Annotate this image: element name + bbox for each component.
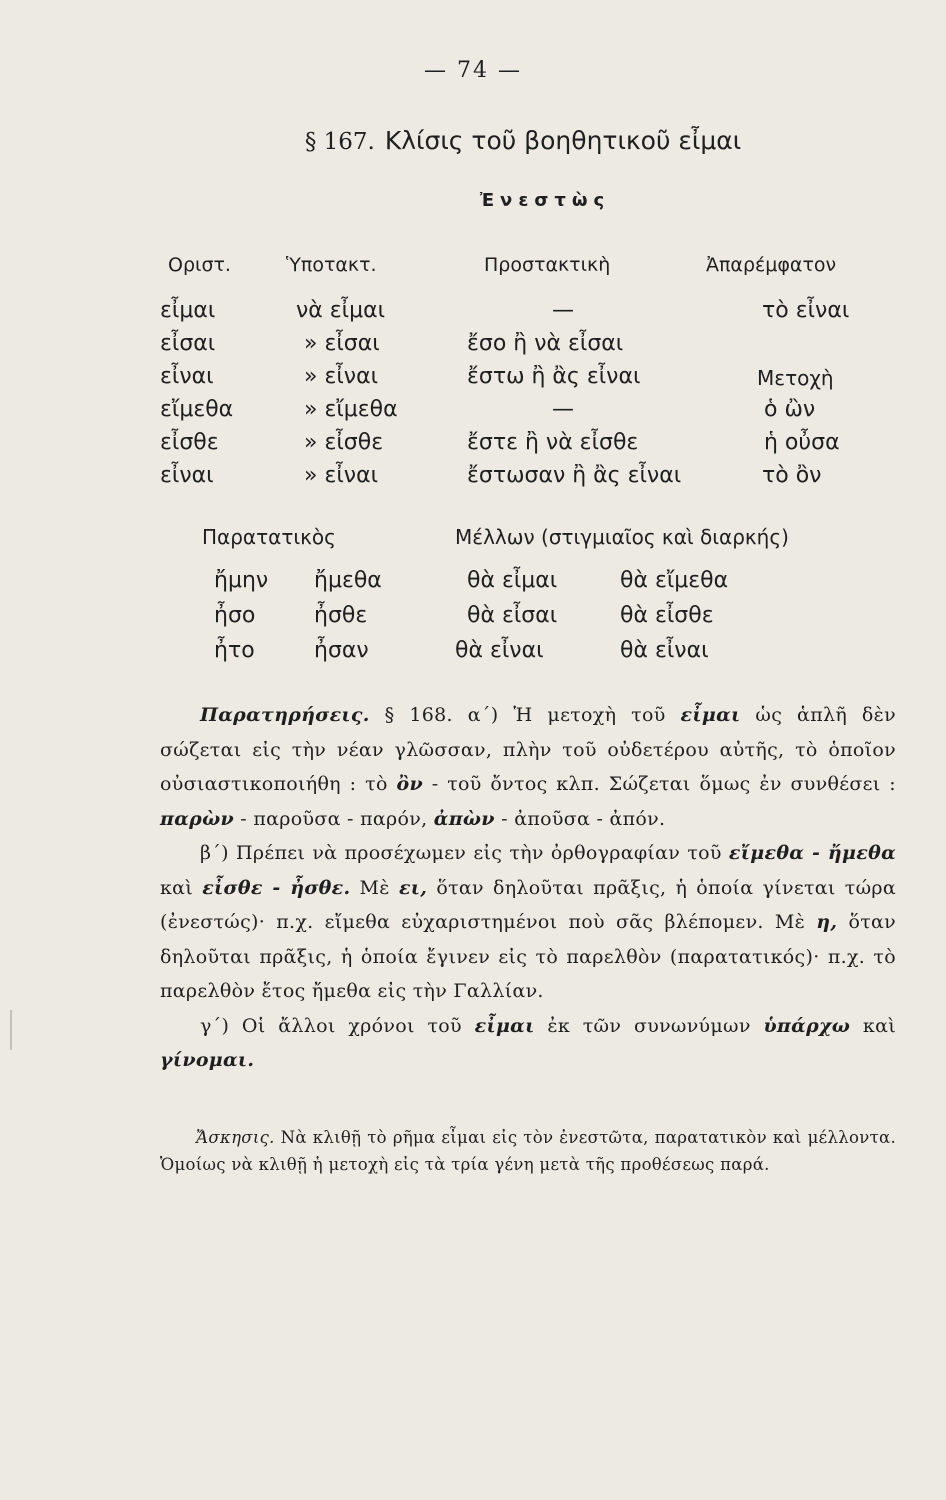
imperfect-heading: Παρατατικὸς (202, 525, 336, 549)
imperfect-plural: ἤμεθα (314, 568, 382, 593)
subjunctive-form: νὰ εἶμαι (296, 298, 386, 323)
indicative-form: εἶμαι (160, 298, 216, 323)
exercise-text: Νὰ κλιθῇ τὸ ρῆμα εἶμαι εἰς τὸν ἐνεστῶτα, παρατατικὸν καὶ μέλλοντα. Ὁμοίως νὰ κλιθῇ ἡ μετοχὴ εἰς τὰ τρία γένη μετὰ τῆς προθέσεως παρά. (160, 1128, 896, 1174)
indicative-form: εἶσαι (160, 331, 216, 356)
page-number: — 74 — (424, 58, 522, 83)
notes-label: Παρατηρήσεις. (200, 704, 370, 726)
header-subjunctive: Ὑποτακτ. (286, 254, 377, 276)
indicative-form: εἶσθε (160, 430, 219, 455)
participle-form: τὸ ὂν (762, 463, 822, 488)
imperative-form: ἔστε ἢ νὰ εἶσθε (467, 430, 639, 455)
infinitive-form: τὸ εἶναι (762, 298, 850, 323)
section-title-text: Κλίσις τοῦ βοηθητικοῦ εἶμαι (384, 126, 742, 155)
section-title (0, 126, 946, 155)
section-number: § 167. (304, 129, 375, 155)
imperfect-singular: ἤμην (214, 568, 269, 593)
paper-mark (10, 1010, 12, 1050)
notes-block (160, 698, 896, 1078)
imperative-dash: — (552, 397, 574, 422)
participle-heading: Μετοχὴ (757, 366, 834, 390)
header-infinitive: Ἀπαρέμφατον (706, 254, 837, 276)
subjunctive-form: » εἶσθε (304, 430, 384, 455)
indicative-form: εἶναι (160, 364, 214, 389)
exercise-label: Ἄσκησις. (196, 1128, 275, 1147)
imperfect-singular: ἦσο (214, 603, 256, 628)
future-singular: θὰ εἶμαι (467, 568, 558, 593)
future-singular: θὰ εἶσαι (467, 603, 558, 628)
note-a: Παρατηρήσεις. § 168. α΄) Ἡ μετοχὴ τοῦ εἶμαι ὡς ἁπλῆ δὲν σώζεται εἰς τὴν νέαν γλῶσσαν, πλὴν τοῦ οὐδετέρου αὐτῆς, τὸ ὁποῖον οὐσιαστικοποιήθη : τὸ ὂν - τοῦ ὄντος κλπ. Σώζεται ὅμως ἐν συνθέσει : παρὼν - παροῦσα - παρόν, ἀπὼν - ἀποῦσα - ἀπόν. (160, 704, 897, 830)
imperative-dash: — (552, 298, 574, 323)
imperative-form: ἔσο ἢ νὰ εἶσαι (467, 331, 624, 356)
subjunctive-form: » εἶναι (304, 364, 379, 389)
exercise-block (160, 1124, 896, 1178)
subjunctive-form: » εἴμεθα (304, 397, 398, 422)
imperfect-plural: ἦσαν (314, 638, 369, 663)
participle-form: ἡ οὖσα (764, 430, 840, 455)
future-plural: θὰ εἴμεθα (620, 568, 729, 593)
indicative-form: εἶναι (160, 463, 214, 488)
future-singular: θὰ εἶναι (455, 638, 544, 663)
indicative-form: εἴμεθα (160, 397, 234, 422)
imperative-form: ἔστωσαν ἢ ἂς εἶναι (467, 463, 682, 488)
subjunctive-form: » εἶναι (304, 463, 379, 488)
note-b: β΄) Πρέπει νὰ προσέχωμεν εἰς τὴν ὀρθογραφίαν τοῦ εἴμεθα - ἤμεθα καὶ εἶσθε - ἦσθε. Μὲ ει, ὅταν δηλοῦται πρᾶξις, ἡ ὁποία γίνεται τώρα (ἐνεστώς)· π.χ. εἴμεθα εὐχαριστημένοι ποὺ σᾶς βλέπομεν. Μὲ η, ὅταν δηλοῦται πρᾶξις, ἡ ὁποία ἔγινεν εἰς τὸ παρελθὸν (παρατατικός)· π.χ. τὸ παρελθὸν ἔτος ἤμεθα εἰς τὴν Γαλλίαν. (160, 842, 896, 1002)
future-heading: Μέλλων (στιγμιαῖος καὶ διαρκής) (455, 525, 789, 549)
imperfect-plural: ἦσθε (314, 603, 368, 628)
header-imperative: Προστακτικὴ (484, 254, 611, 276)
imperfect-singular: ἦτο (214, 638, 255, 663)
note-c: γ΄) Οἱ ἄλλοι χρόνοι τοῦ εἶμαι ἐκ τῶν συνωνύμων ὑπάρχω καὶ γίνομαι. (160, 1014, 896, 1071)
future-plural: θὰ εἶσθε (620, 603, 714, 628)
present-tense-heading: Ἐνεστὼς (479, 190, 611, 211)
future-plural: θὰ εἶναι (620, 638, 709, 663)
subjunctive-form: » εἶσαι (304, 331, 380, 356)
participle-form: ὁ ὢν (764, 397, 816, 422)
imperative-form: ἔστω ἢ ἂς εἶναι (467, 364, 641, 389)
header-indicative: Οριστ. (168, 254, 231, 276)
